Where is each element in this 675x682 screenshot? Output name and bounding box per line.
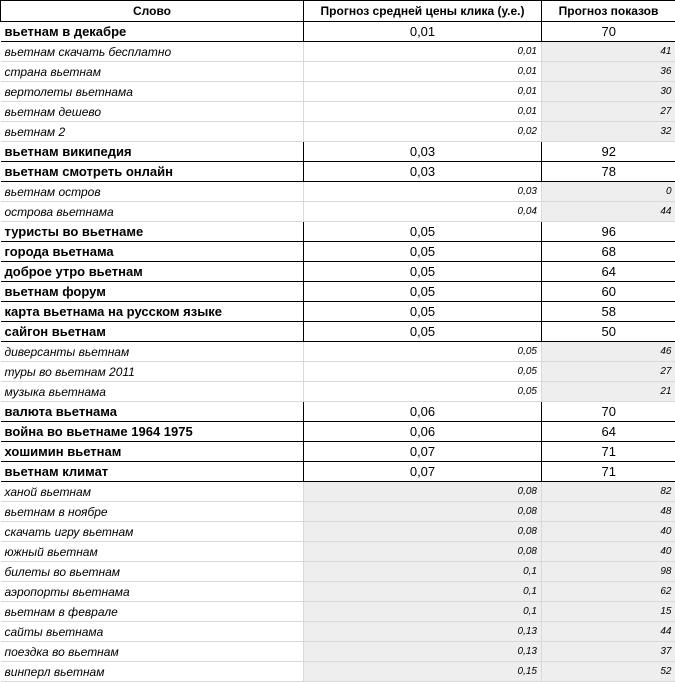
keyword-cell[interactable]: ханой вьетнам [1,482,304,502]
price-cell[interactable]: 0,04 [304,202,542,222]
shows-cell[interactable]: 50 [542,322,675,342]
shows-cell[interactable]: 41 [542,42,675,62]
table-row[interactable] [1,462,675,482]
price-cell[interactable]: 0,05 [304,222,542,242]
price-cell[interactable]: 0,05 [304,242,542,262]
shows-cell[interactable]: 62 [542,582,675,602]
price-cell[interactable]: 0,05 [304,382,542,402]
table-row[interactable] [1,202,675,222]
price-cell[interactable]: 0,06 [304,402,542,422]
keyword-cell[interactable]: вьетнам 2 [1,122,304,142]
shows-cell[interactable]: 30 [542,82,675,102]
keyword-cell[interactable]: вьетнам остров [1,182,304,202]
price-cell[interactable]: 0,13 [304,642,542,662]
table-row[interactable] [1,602,675,622]
shows-cell[interactable]: 40 [542,542,675,562]
keyword-cell[interactable]: аэропорты вьетнама [1,582,304,602]
price-cell[interactable]: 0,05 [304,362,542,382]
table-row[interactable] [1,62,675,82]
price-cell[interactable]: 0,13 [304,622,542,642]
table-row[interactable] [1,322,675,342]
table-row[interactable] [1,362,675,382]
keyword-cell[interactable]: вьетнам в феврале [1,602,304,622]
price-cell[interactable]: 0,02 [304,122,542,142]
price-cell[interactable]: 0,15 [304,662,542,682]
shows-cell[interactable]: 58 [542,302,675,322]
table-row[interactable] [1,22,675,42]
table-row[interactable] [1,402,675,422]
price-cell[interactable]: 0,05 [304,342,542,362]
table-row[interactable] [1,382,675,402]
shows-cell[interactable]: 15 [542,602,675,622]
keyword-cell[interactable]: туры во вьетнам 2011 [1,362,304,382]
price-cell[interactable]: 0,01 [304,22,542,42]
price-cell[interactable]: 0,1 [304,582,542,602]
keyword-cell[interactable]: поездка во вьетнам [1,642,304,662]
price-cell[interactable]: 0,06 [304,422,542,442]
table-row[interactable] [1,422,675,442]
price-cell[interactable]: 0,01 [304,102,542,122]
table-row[interactable] [1,102,675,122]
price-cell[interactable]: 0,05 [304,262,542,282]
keyword-cell[interactable]: война во вьетнаме 1964 1975 [1,422,304,442]
shows-cell[interactable]: 78 [542,162,675,182]
table-row[interactable] [1,282,675,302]
price-cell[interactable]: 0,01 [304,42,542,62]
keyword-cell[interactable]: хошимин вьетнам [1,442,304,462]
keyword-cell[interactable]: сайты вьетнама [1,622,304,642]
shows-cell[interactable]: 52 [542,662,675,682]
price-cell[interactable]: 0,1 [304,602,542,622]
shows-cell[interactable]: 40 [542,522,675,542]
shows-cell[interactable]: 82 [542,482,675,502]
shows-cell[interactable]: 46 [542,342,675,362]
table-row[interactable] [1,262,675,282]
table-row[interactable] [1,182,675,202]
keyword-cell[interactable]: вьетнам форум [1,282,304,302]
keyword-cell[interactable]: страна вьетнам [1,62,304,82]
price-cell[interactable]: 0,05 [304,282,542,302]
table-row[interactable] [1,562,675,582]
price-cell[interactable]: 0,03 [304,182,542,202]
price-cell[interactable]: 0,07 [304,462,542,482]
shows-cell[interactable]: 70 [542,22,675,42]
shows-cell[interactable]: 0 [542,182,675,202]
shows-cell[interactable]: 48 [542,502,675,522]
keyword-cell[interactable]: острова вьетнама [1,202,304,222]
table-row[interactable] [1,442,675,462]
shows-cell[interactable]: 37 [542,642,675,662]
keyword-cell[interactable]: вьетнам в ноябре [1,502,304,522]
price-cell[interactable]: 0,08 [304,542,542,562]
header-word[interactable]: Слово [1,1,304,22]
header-row [1,1,675,22]
keyword-cell[interactable]: скачать игру вьетнам [1,522,304,542]
shows-cell[interactable]: 71 [542,462,675,482]
header-shows[interactable]: Прогноз показов [542,1,675,22]
price-cell[interactable]: 0,01 [304,82,542,102]
price-cell[interactable]: 0,03 [304,142,542,162]
table-row[interactable] [1,622,675,642]
shows-cell[interactable]: 27 [542,102,675,122]
table-row[interactable] [1,502,675,522]
shows-cell[interactable]: 44 [542,622,675,642]
keyword-cell[interactable]: доброе утро вьетнам [1,262,304,282]
table-row[interactable] [1,42,675,62]
keyword-cell[interactable]: сайгон вьетнам [1,322,304,342]
table-row[interactable] [1,342,675,362]
table-row[interactable] [1,222,675,242]
price-cell[interactable]: 0,07 [304,442,542,462]
keyword-cell[interactable]: карта вьетнама на русском языке [1,302,304,322]
price-cell[interactable]: 0,08 [304,502,542,522]
shows-cell[interactable]: 70 [542,402,675,422]
shows-cell[interactable]: 71 [542,442,675,462]
price-cell[interactable]: 0,1 [304,562,542,582]
shows-cell[interactable]: 32 [542,122,675,142]
keyword-cell[interactable]: билеты во вьетнам [1,562,304,582]
shows-cell[interactable]: 64 [542,422,675,442]
table-row[interactable] [1,662,675,682]
keyword-cell[interactable]: вьетнам климат [1,462,304,482]
keyword-cell[interactable]: музыка вьетнама [1,382,304,402]
keyword-cell[interactable]: диверсанты вьетнам [1,342,304,362]
shows-cell[interactable]: 98 [542,562,675,582]
shows-cell[interactable]: 21 [542,382,675,402]
table-row[interactable] [1,142,675,162]
table-row[interactable] [1,542,675,562]
price-cell[interactable]: 0,05 [304,302,542,322]
table-body [1,22,675,682]
shows-cell[interactable]: 96 [542,222,675,242]
header-price[interactable]: Прогноз средней цены клика (у.е.) [304,1,542,22]
keyword-cell[interactable]: винперл вьетнам [1,662,304,682]
keyword-cell[interactable]: валюта вьетнама [1,402,304,422]
table-row[interactable] [1,122,675,142]
shows-cell[interactable]: 60 [542,282,675,302]
price-cell[interactable]: 0,08 [304,522,542,542]
price-cell[interactable]: 0,03 [304,162,542,182]
price-cell[interactable]: 0,08 [304,482,542,502]
table-row[interactable] [1,482,675,502]
table-row[interactable] [1,242,675,262]
keyword-cell[interactable]: вертолеты вьетнама [1,82,304,102]
keyword-cell[interactable]: вьетнам дешево [1,102,304,122]
keyword-cell[interactable]: вьетнам скачать бесплатно [1,42,304,62]
shows-cell[interactable]: 44 [542,202,675,222]
table-row[interactable] [1,642,675,662]
table-row[interactable] [1,582,675,602]
keyword-cell[interactable]: города вьетнама [1,242,304,262]
table-row[interactable] [1,82,675,102]
keyword-cell[interactable]: вьетнам смотреть онлайн [1,162,304,182]
keyword-cell[interactable]: туристы во вьетнаме [1,222,304,242]
keyword-cell[interactable]: вьетнам в декабре [1,22,304,42]
table-row[interactable] [1,162,675,182]
price-cell[interactable]: 0,05 [304,322,542,342]
shows-cell[interactable]: 64 [542,262,675,282]
shows-cell[interactable]: 92 [542,142,675,162]
shows-cell[interactable]: 36 [542,62,675,82]
table-row[interactable] [1,302,675,322]
keyword-cell[interactable]: южный вьетнам [1,542,304,562]
price-cell[interactable]: 0,01 [304,62,542,82]
table-row[interactable] [1,522,675,542]
shows-cell[interactable]: 27 [542,362,675,382]
shows-cell[interactable]: 68 [542,242,675,262]
keyword-cell[interactable]: вьетнам википедия [1,142,304,162]
